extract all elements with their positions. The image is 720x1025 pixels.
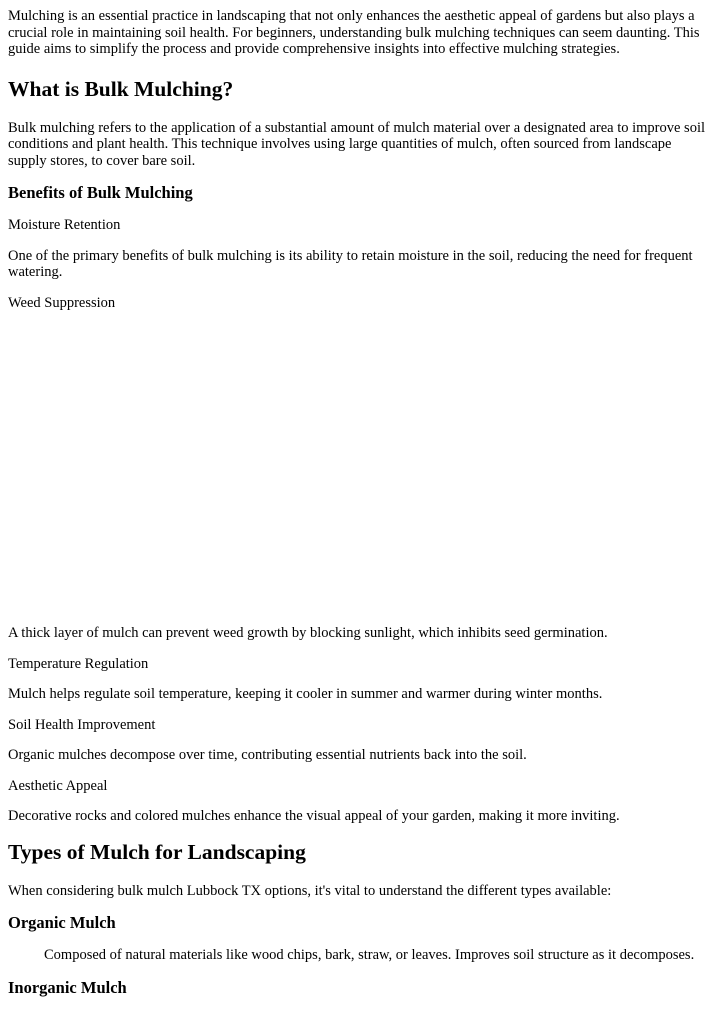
types-intro: When considering bulk mulch Lubbock TX options, it's vital to understand the different types available: [8,882,612,899]
intro-paragraph: Mulching is an essential practice in landscaping that not only enhances the aesthetic appeal of gardens but also plays a crucial role in maintaining soil health. For beginners, understanding bulk mulching techniques can seem daunting. This guide aims to simplify the process and provide comprehensive insights into effective mulching strategies. [8,8,700,57]
benefit-title-weed: Weed Suppression [8,294,116,311]
section-body-what-is-bulk-mulching: Bulk mulching refers to the application of a substantial amount of mulch material over a designated area to improve soil conditions and plant health. This technique involves using large quantities of mulch, often sourced from landscape supply stores, to cover bare soil. [8,119,706,169]
benefit-text-aesthetic: Decorative rocks and colored mulches enhance the visual appeal of your garden, making it more inviting. [8,808,620,824]
article [0,8,720,998]
benefit-text-weed: A thick layer of mulch can prevent weed growth by blocking sunlight, which inhibits seed germination. [8,625,608,641]
blank-space [8,325,712,625]
inorganic-mulch-heading: Inorganic Mulch [8,977,127,997]
organic-mulch-heading: Organic Mulch [8,913,116,932]
benefit-text-temperature: Mulch helps regulate soil temperature, keeping it cooler in summer and warmer during winter months. [8,686,603,702]
benefit-text-soil-health: Organic mulches decompose over time, contributing essential nutrients back into the soil. [8,747,527,763]
section-heading-what-is-bulk-mulching: What is Bulk Mulching? [8,76,234,101]
benefit-title-temperature: Temperature Regulation [8,655,149,672]
benefit-title-aesthetic: Aesthetic Appeal [8,777,108,794]
benefits-heading: Benefits of Bulk Mulching [8,183,193,202]
benefit-title-moisture: Moisture Retention [8,217,121,233]
benefit-title-soil-health: Soil Health Improvement [8,716,156,733]
section-heading-types-of-mulch: Types of Mulch for Landscaping [8,839,306,864]
organic-mulch-description: Composed of natural materials like wood chips, bark, straw, or leaves. Improves soil structure as it decomposes. [44,947,695,963]
benefit-text-moisture: One of the primary benefits of bulk mulching is its ability to retain moisture in the soil, reducing the need for frequent watering. [8,247,693,280]
